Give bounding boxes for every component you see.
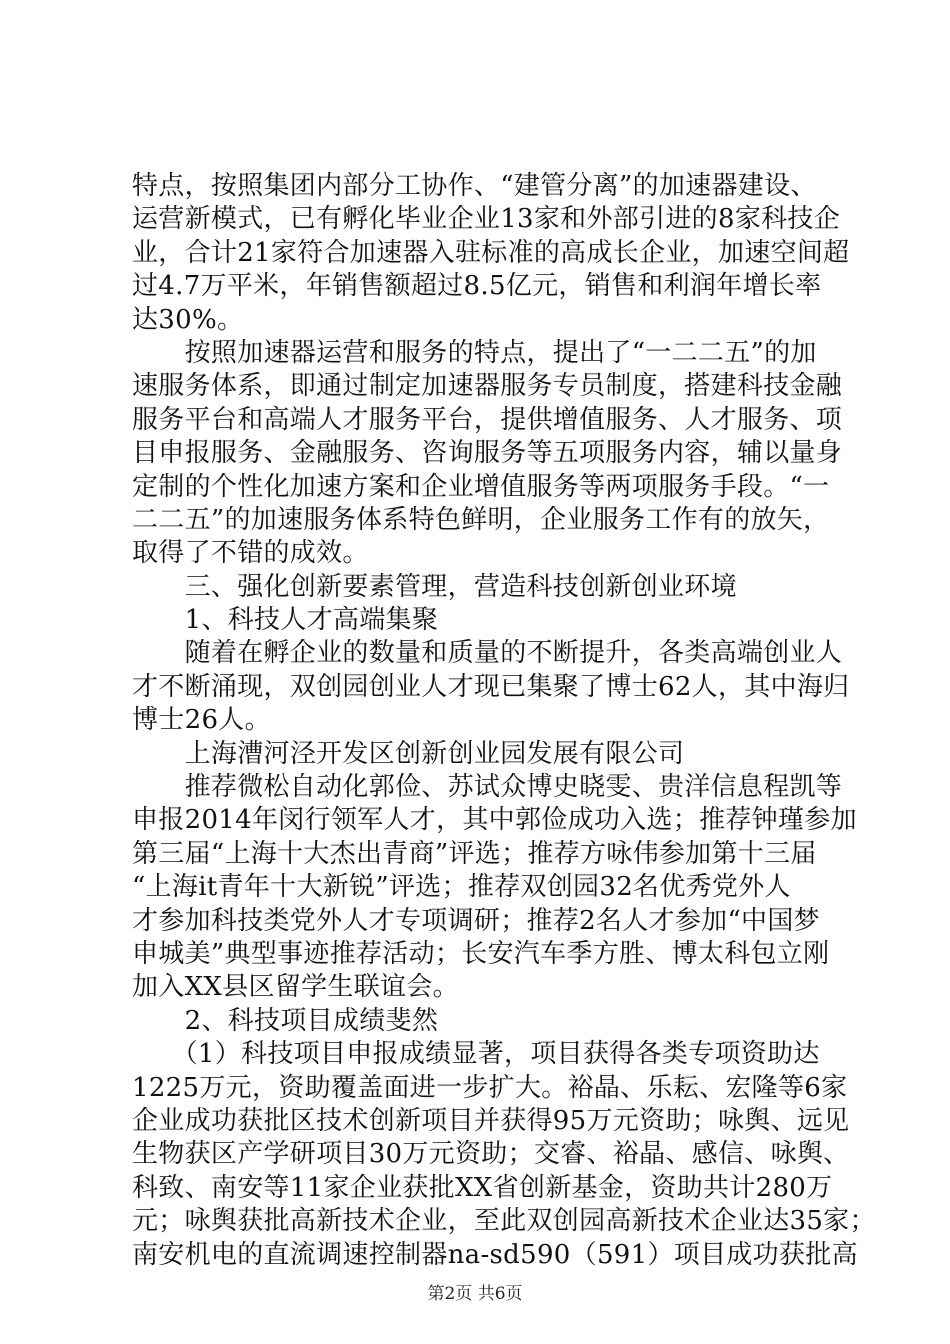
text-line: 申城美”典型事迹推荐活动；长安汽车季方胜、博太科包立刚	[132, 938, 830, 969]
text-line: 服务平台和高端人才服务平台，提供增值服务、人才服务、项	[132, 404, 843, 435]
text-line: 业，合计21家符合加速器入驻标准的高成长企业，加速空间超	[132, 237, 850, 268]
text-line: 加入XX县区留学生联谊会。	[132, 972, 459, 1003]
text-line: 申报2014年闵行领军人才，其中郭俭成功入选；推荐钟瑾参加	[132, 805, 857, 836]
text-line: 生物获区产学研项目30万元资助；交睿、裕晶、感信、咏舆、	[132, 1139, 850, 1170]
text-line: 科致、南安等11家企业获批XX省创新基金，资助共计280万	[132, 1172, 833, 1203]
text-line: 特点，按照集团内部分工协作、“建管分离”的加速器建设、	[132, 171, 817, 201]
subsection-heading: 1、科技人才高端集聚	[132, 605, 439, 636]
text-line: 达30%。	[132, 304, 244, 335]
section-heading: 三、强化创新要素管理，营造科技创新创业环境	[132, 571, 737, 602]
text-line: 取得了不错的成效。	[132, 538, 369, 569]
text-line: （1）科技项目申报成绩显著，项目获得各类专项资助达	[132, 1039, 820, 1070]
text-line: “上海it青年十大新锐”评选；推荐双创园32名优秀党外人	[132, 872, 791, 903]
company-name-line: 上海漕河泾开发区创新创业园发展有限公司	[132, 738, 685, 769]
text-line: 定制的个性化加速方案和企业增值服务等两项服务手段。“一	[132, 471, 830, 502]
text-line: 目申报服务、金融服务、咨询服务等五项服务内容，辅以量身	[132, 438, 843, 469]
text-line: 元；咏舆获批高新技术企业，至此双创园高新技术企业达35家；	[132, 1206, 876, 1237]
text-line: 速服务体系，即通过制定加速器服务专员制度，搭建科技金融	[132, 371, 843, 402]
text-line: 才不断涌现，双创园创业人才现已集聚了博士62人，其中海归	[132, 671, 850, 702]
text-line: 运营新模式，已有孵化毕业企业13家和外部引进的8家科技企	[132, 204, 841, 235]
text-line: 南安机电的直流调速控制器na-sd590（591）项目成功获批高	[132, 1239, 858, 1270]
text-line: 才参加科技类党外人才专项调研；推荐2名人才参加“中国梦	[132, 905, 820, 936]
text-line: 推荐微松自动化郭俭、苏试众博史晓雯、贵洋信息程凯等	[132, 772, 843, 803]
text-line: 过4.7万平米，年销售额超过8.5亿元，销售和利润年增长率	[132, 271, 822, 302]
page-number-footer: 第2页 共6页	[427, 1284, 523, 1304]
text-line: 博士26人。	[132, 705, 271, 736]
text-line: 随着在孵企业的数量和质量的不断提升，各类高端创业人	[132, 638, 843, 669]
text-line: 第三届“上海十大杰出青商”评选；推荐方咏伟参加第十三届	[132, 838, 817, 869]
text-line: 企业成功获批区技术创新项目并获得95万元资助；咏舆、远见	[132, 1105, 850, 1136]
text-line: 1225万元，资助覆盖面进一步扩大。裕晶、乐耘、宏隆等6家	[132, 1072, 848, 1103]
document-body	[132, 170, 876, 1272]
subsection-heading: 2、科技项目成绩斐然	[132, 1005, 439, 1036]
text-line: 按照加速器运营和服务的特点，提出了“一二二五”的加	[132, 337, 817, 368]
text-line: 二二五”的加速服务体系特色鲜明，企业服务工作有的放矢，	[132, 504, 830, 535]
